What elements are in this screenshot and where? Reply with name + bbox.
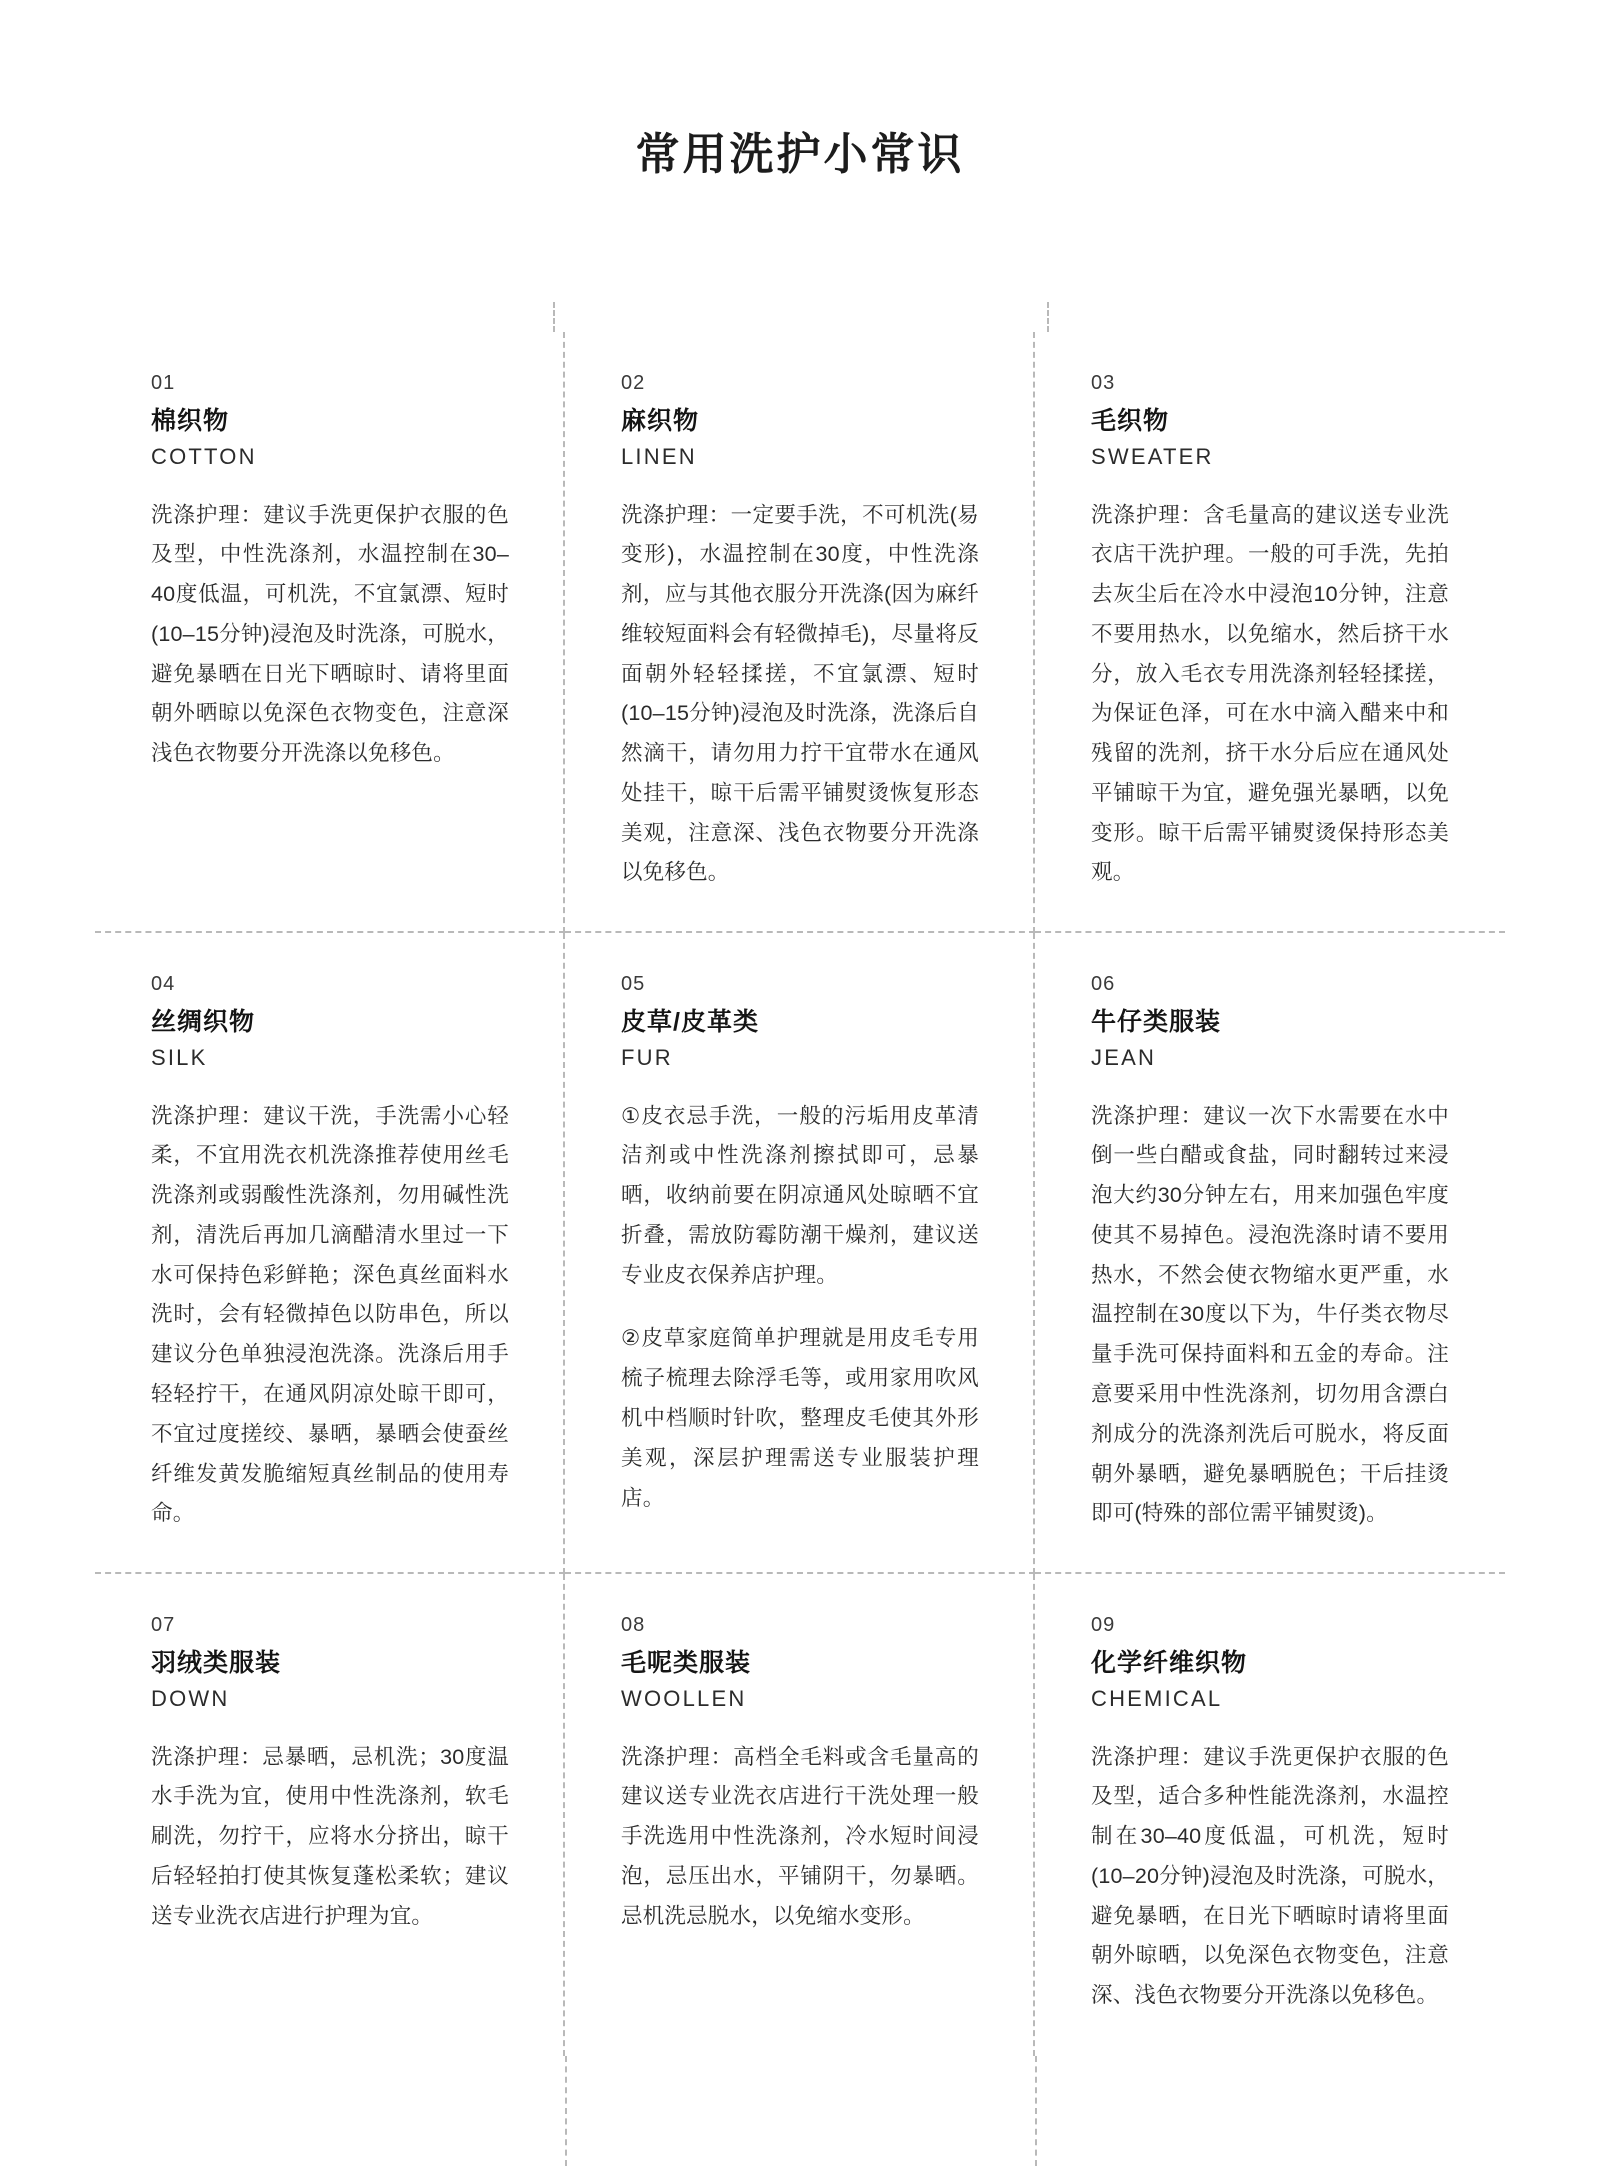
- card-title-cn: 皮草/皮革类: [621, 1008, 759, 1037]
- care-tips-grid: [60, 332, 1540, 2056]
- care-card: [95, 1574, 565, 2056]
- card-paragraph: 洗涤护理：建议手洗更保护衣服的色及型，适合多种性能洗涤剂，水温控制在30–40度低温，可机洗，短时(10–20分钟)浸泡及时洗涤，可脱水，避免暴晒，在日光下晒晾时请将里面朝外晾晒，以免深色衣物变色，注意深、浅色衣物要分开洗涤以免移色。: [1091, 1744, 1449, 2008]
- card-title-en: FUR: [621, 1044, 673, 1070]
- card-title-en: WOOLLEN: [621, 1685, 747, 1711]
- care-card: [1035, 933, 1505, 1574]
- card-number: 01: [151, 372, 176, 394]
- card-number: 05: [621, 973, 646, 996]
- care-card: [1035, 332, 1505, 933]
- card-title-en: DOWN: [151, 1685, 230, 1711]
- card-number: 09: [1091, 1614, 1116, 1637]
- care-card: [95, 332, 565, 933]
- card-title-cn: 丝绸织物: [151, 1008, 256, 1037]
- card-paragraph: 洗涤护理：忌暴晒，忌机洗；30度温水手洗为宜，使用中性洗涤剂，软毛刷洗，勿拧干，应将水分挤出，晾干后轻轻拍打使其恢复蓬松柔软；建议送专业洗衣店进行护理为宜。: [151, 1744, 509, 1928]
- card-paragraph: 洗涤护理：一定要手洗，不可机洗(易变形)，水温控制在30度，中性洗涤剂，应与其他衣服分开洗涤(因为麻纤维较短面料会有轻微掉毛)，尽量将反面朝外轻轻揉搓，不宜氯漂、短时(10–15分钟)浸泡及时洗涤，洗涤后自然滴干，请勿用力拧干宜带水在通风处挂干，晾干后需平铺熨烫恢复形态美观，注意深、浅色衣物要分开洗涤以免移色。: [621, 502, 979, 885]
- card-title-cn: 羽绒类服装: [151, 1649, 282, 1678]
- card-paragraph: 洗涤护理：含毛量高的建议送专业洗衣店干洗护理。一般的可手洗，先拍去灰尘后在冷水中浸泡10分钟，注意不要用热水，以免缩水，然后挤干水分，放入毛衣专用洗涤剂轻轻揉搓，为保证色泽，可在水中滴入醋来中和残留的洗剂，挤干水分后应在通风处平铺晾干为宜，避免强光暴晒，以免变形。晾干后需平铺熨烫保持形态美观。: [1091, 502, 1449, 885]
- card-number: 03: [1091, 372, 1116, 394]
- card-number: 02: [621, 372, 646, 394]
- card-title-cn: 棉织物: [151, 407, 230, 435]
- card-title-en: COTTON: [151, 443, 257, 469]
- card-number: 07: [151, 1614, 176, 1637]
- care-card: [565, 933, 1035, 1574]
- card-paragraph: ②皮草家庭简单护理就是用皮毛专用梳子梳理去除浮毛等，或用家用吹风机中档顺时针吹，整理皮毛使其外形美观，深层护理需送专业服装护理店。: [621, 1326, 979, 1510]
- card-title-cn: 化学纤维织物: [1091, 1649, 1248, 1678]
- card-paragraph: ①皮衣忌手洗，一般的污垢用皮革清洁剂或中性洗涤剂擦拭即可，忌暴晒，收纳前要在阴凉通风处晾晒不宜折叠，需放防霉防潮干燥剂，建议送专业皮衣保养店护理。: [621, 1103, 979, 1287]
- column-divider: [565, 2056, 567, 2166]
- care-card: [1035, 1574, 1505, 2056]
- card-number: 04: [151, 973, 176, 996]
- page-title: 常用洗护小常识: [635, 130, 965, 179]
- grid-divider-extension: [60, 2056, 1540, 2166]
- card-title-en: JEAN: [1091, 1044, 1157, 1070]
- card-title-en: LINEN: [621, 443, 697, 469]
- card-number: 06: [1091, 973, 1116, 996]
- card-paragraph: 洗涤护理：建议手洗更保护衣服的色及型，中性洗涤剂，水温控制在30–40度低温，可机洗，不宜氯漂、短时(10–15分钟)浸泡及时洗涤，可脱水，避免暴晒在日光下晒晾时、请将里面朝外晒晾以免深色衣物变色，注意深浅色衣物要分开洗涤以免移色。: [151, 502, 509, 766]
- card-title-cn: 毛织物: [1091, 407, 1170, 435]
- card-title-cn: 麻织物: [621, 407, 700, 435]
- care-card: [565, 1574, 1035, 2056]
- card-paragraph: 洗涤护理：高档全毛料或含毛量高的建议送专业洗衣店进行干洗处理一般手洗选用中性洗涤剂，冷水短时间浸泡，忌压出水，平铺阴干，勿暴晒。忌机洗忌脱水，以免缩水变形。: [621, 1744, 979, 1928]
- column-divider: [1035, 2056, 1037, 2166]
- card-title-cn: 毛呢类服装: [621, 1649, 752, 1678]
- card-title-cn: 牛仔类服装: [1091, 1008, 1222, 1037]
- card-paragraph: 洗涤护理：建议一次下水需要在水中倒一些白醋或食盐，同时翻转过来浸泡大约30分钟左右，用来加强色牢度使其不易掉色。浸泡洗涤时请不要用热水，不然会使衣物缩水更严重，水温控制在30度以下为，牛仔类衣物尽量手洗可保持面料和五金的寿命。注意要采用中性洗涤剂，切勿用含漂白剂成分的洗涤剂洗后可脱水，将反面朝外暴晒，避免暴晒脱色；干后挂烫即可(特殊的部位需平铺熨烫)。: [1091, 1103, 1449, 1526]
- card-title-en: SILK: [151, 1044, 208, 1070]
- card-paragraph: 洗涤护理：建议干洗，手洗需小心轻柔，不宜用洗衣机洗涤推荐使用丝毛洗涤剂或弱酸性洗涤剂，勿用碱性洗剂，清洗后再加几滴醋清水里过一下水可保持色彩鲜艳；深色真丝面料水洗时，会有轻微掉色以防串色，所以建议分色单独浸泡洗涤。洗涤后用手轻轻拧干，在通风阴凉处晾干即可，不宜过度搓绞、暴晒，暴晒会使蚕丝纤维发黄发脆缩短真丝制品的使用寿命。: [151, 1103, 509, 1526]
- care-card: [565, 332, 1035, 933]
- card-title-en: SWEATER: [1091, 443, 1214, 469]
- card-title-en: CHEMICAL: [1091, 1685, 1223, 1711]
- card-number: 08: [621, 1614, 646, 1637]
- care-card: [95, 933, 565, 1574]
